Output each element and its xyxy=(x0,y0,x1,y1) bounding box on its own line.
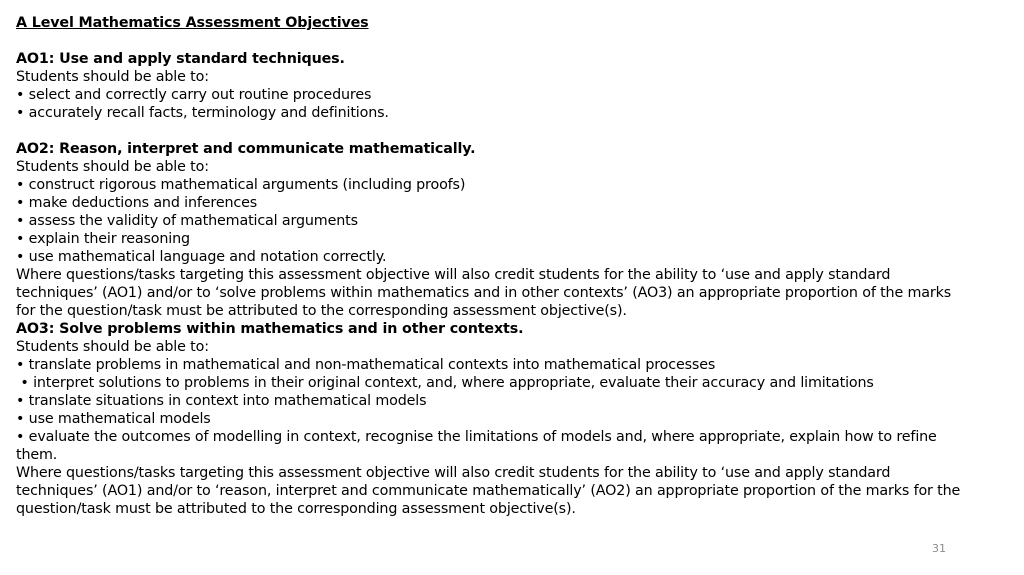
slide-title: A Level Mathematics Assessment Objectives xyxy=(16,15,369,31)
ao2-bullet: • make deductions and inferences xyxy=(16,195,258,211)
ao2-bullet: • use mathematical language and notation correctly. xyxy=(16,249,387,265)
ao2-bullet: • explain their reasoning xyxy=(16,231,190,247)
slide-content xyxy=(16,14,966,518)
ao3-heading: AO3: Solve problems within mathematics and in other contexts. xyxy=(16,321,524,337)
ao3-bullet: • evaluate the outcomes of modelling in context, recognise the limitations of models and, where appropriate, explain how to refine them. xyxy=(16,429,937,463)
ao1-heading: AO1: Use and apply standard techniques. xyxy=(16,51,345,67)
ao1-intro: Students should be able to: xyxy=(16,69,209,85)
ao2-bullet: • assess the validity of mathematical arguments xyxy=(16,213,358,229)
ao1-bullet: • select and correctly carry out routine procedures xyxy=(16,87,372,103)
ao2-bullet: • construct rigorous mathematical arguments (including proofs) xyxy=(16,177,466,193)
ao3-bullet: • translate problems in mathematical and non-mathematical contexts into mathematical processes xyxy=(16,357,716,373)
ao3-bullet: • use mathematical models xyxy=(16,411,211,427)
ao3-bullet: • translate situations in context into mathematical models xyxy=(16,393,427,409)
spacer xyxy=(16,32,966,50)
ao2-note: Where questions/tasks targeting this assessment objective will also credit students for the ability to ‘use and apply standard techniques’ (AO1) and/or to ‘solve problems within mathematics and in other contexts’ (AO3) an appropriate proportion of the marks for the question/task must be attributed to the corresponding assessment objective(s). xyxy=(16,267,952,319)
ao1-bullet: • accurately recall facts, terminology and definitions. xyxy=(16,105,389,121)
spacer xyxy=(16,122,966,140)
ao2-heading: AO2: Reason, interpret and communicate mathematically. xyxy=(16,141,476,157)
ao3-note: Where questions/tasks targeting this assessment objective will also credit students for the ability to ‘use and apply standard techniques’ (AO1) and/or to ‘reason, interpret and communicate mathematically’ (AO2) an appropriate proportion of the marks for the question/task must be attributed to the corresponding assessment objective(s). xyxy=(16,465,961,517)
ao3-intro: Students should be able to: xyxy=(16,339,209,355)
ao3-bullet: • interpret solutions to problems in their original context, and, where appropriate, evaluate their accuracy and limitations xyxy=(16,375,874,391)
page-number: 31 xyxy=(932,542,946,555)
ao2-intro: Students should be able to: xyxy=(16,159,209,175)
